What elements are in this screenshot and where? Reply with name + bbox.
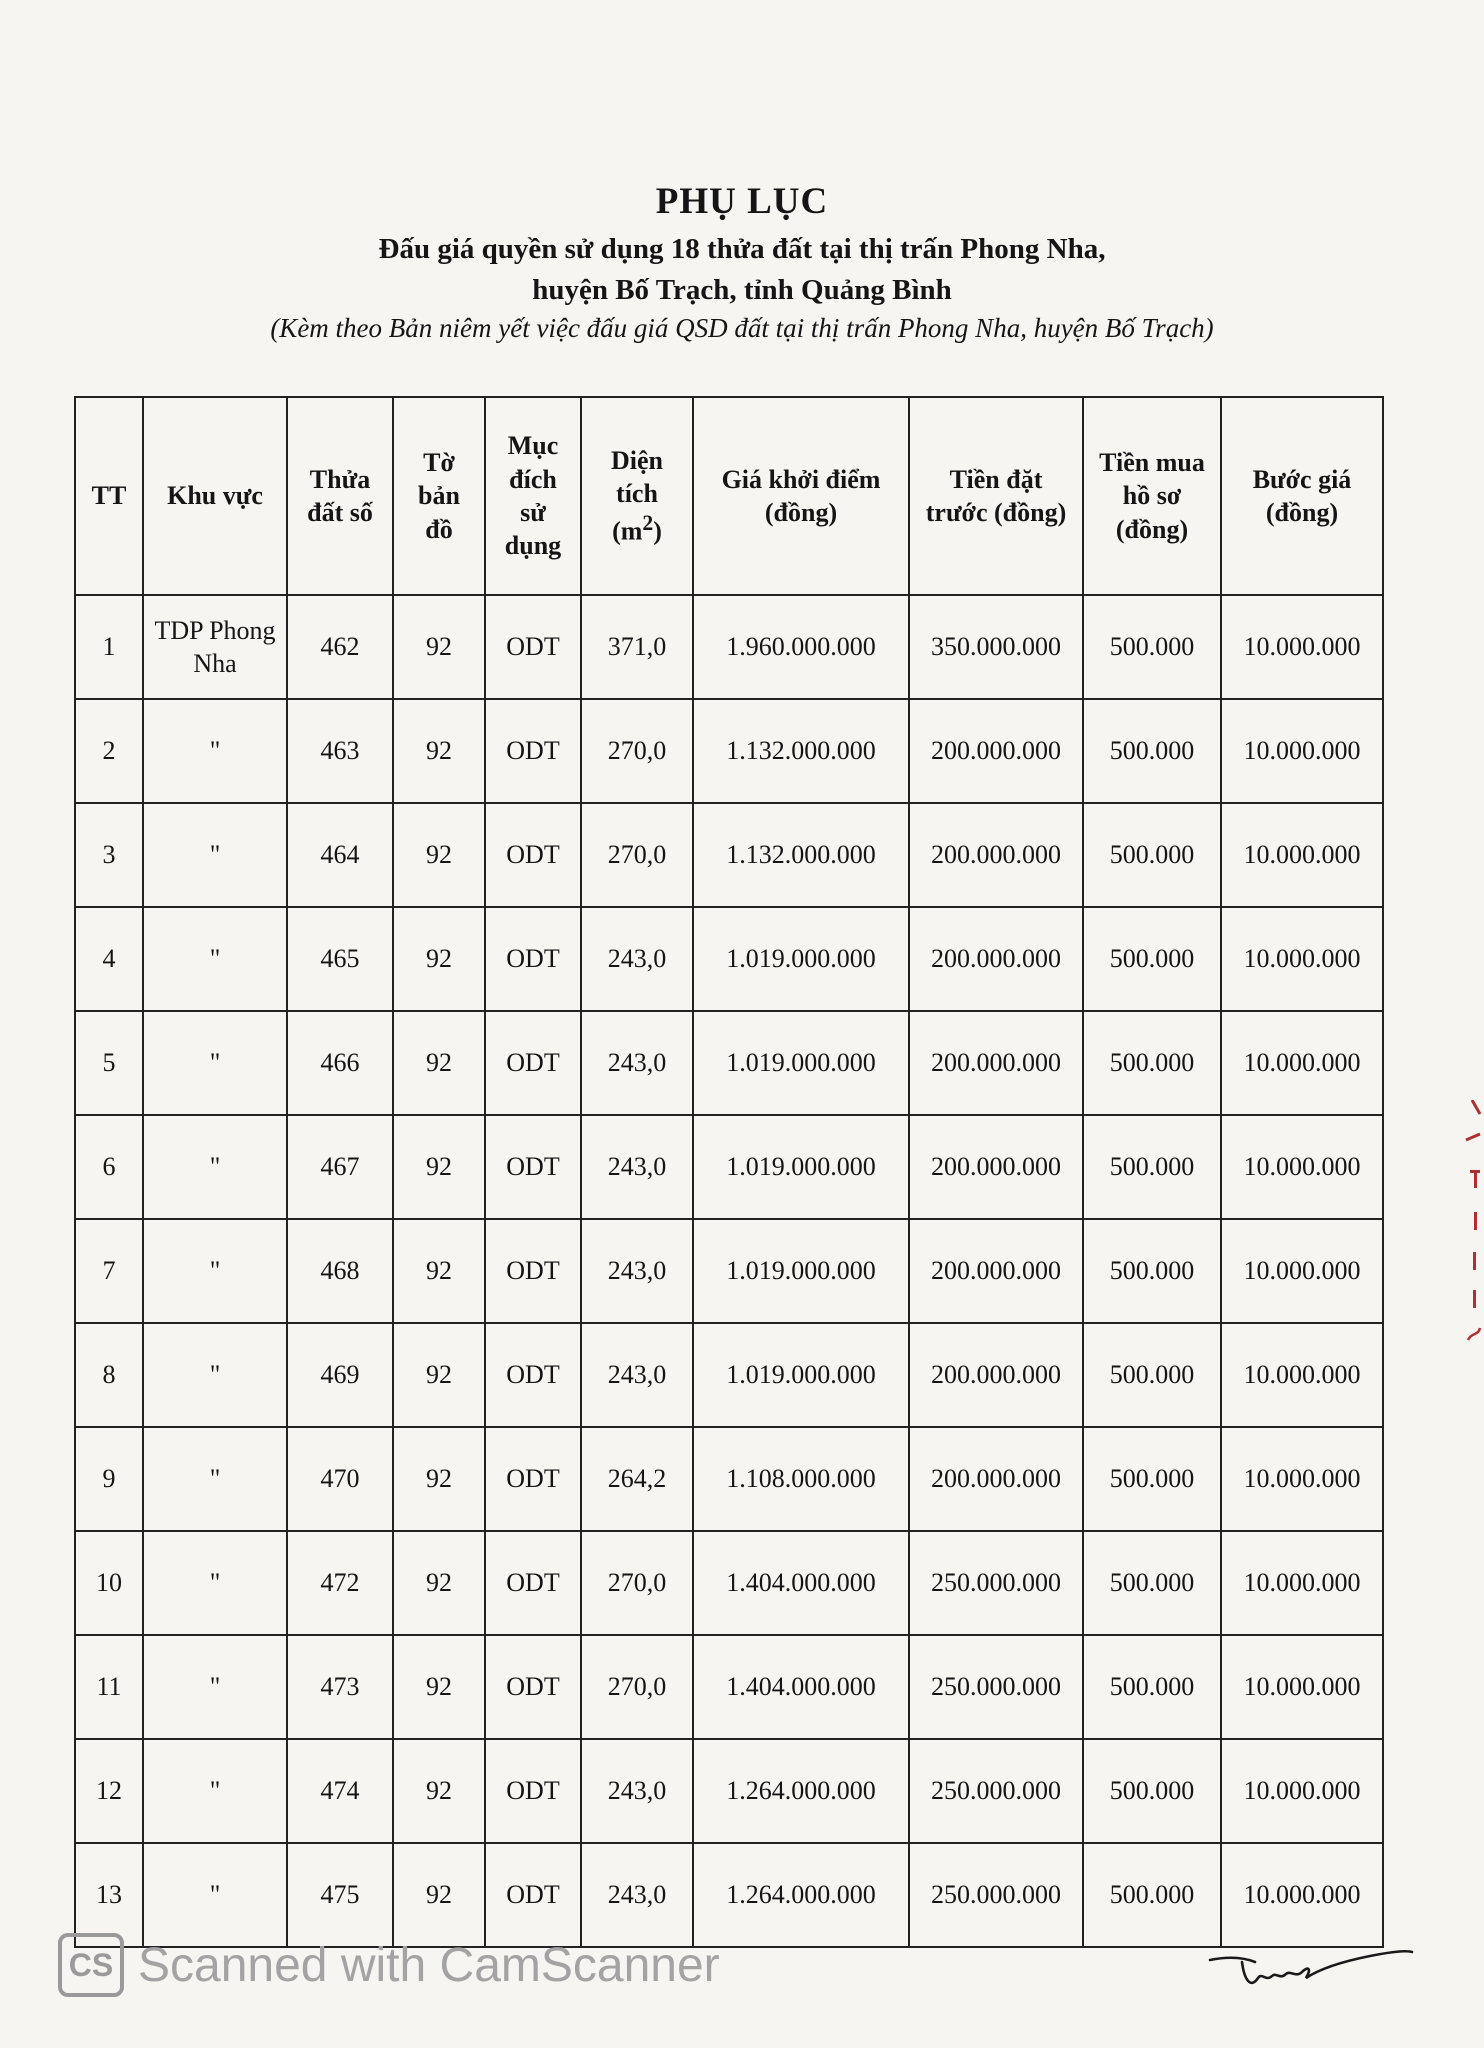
cell-to-ban-do: 92 [393,1635,485,1739]
cell-tien-mua-ho-so: 500.000 [1083,595,1221,699]
cell-tt: 1 [75,595,143,699]
cell-khu-vuc: TDP Phong Nha [143,595,287,699]
document-subtitle-line1: Đấu giá quyền sử dụng 18 thửa đất tại thị trấn Phong Nha, [378,233,1106,265]
table-body [75,595,1383,1947]
cell-tien-dat-truoc: 250.000.000 [909,1635,1083,1739]
cell-thua-dat: 462 [287,595,393,699]
cell-khu-vuc: " [143,1427,287,1531]
cell-to-ban-do: 92 [393,1011,485,1115]
table-row [75,699,1383,803]
cell-muc-dich: ODT [485,699,581,803]
cell-tt: 4 [75,907,143,1011]
cell-muc-dich: ODT [485,1427,581,1531]
cell-tien-mua-ho-so: 500.000 [1083,1115,1221,1219]
cell-to-ban-do: 92 [393,907,485,1011]
cell-tien-dat-truoc: 250.000.000 [909,1739,1083,1843]
cell-gia-khoi-diem: 1.264.000.000 [693,1843,909,1947]
cell-dien-tich: 243,0 [581,1323,693,1427]
cell-tien-mua-ho-so: 500.000 [1083,803,1221,907]
table-row [75,907,1383,1011]
camscanner-logo-icon: CS [58,1933,124,1997]
header-tt: TT [75,397,143,595]
cell-gia-khoi-diem: 1.108.000.000 [693,1427,909,1531]
cell-buoc-gia: 10.000.000 [1221,1843,1383,1947]
cell-gia-khoi-diem: 1.019.000.000 [693,1011,909,1115]
cell-buoc-gia: 10.000.000 [1221,803,1383,907]
cell-to-ban-do: 92 [393,1843,485,1947]
handwritten-signature-icon [1200,1938,1420,2008]
cell-thua-dat: 467 [287,1115,393,1219]
document-note: (Kèm theo Bản niêm yết việc đấu giá QSD đất tại thị trấn Phong Nha, huyện Bố Trạch) [270,313,1214,343]
cell-dien-tich: 243,0 [581,1219,693,1323]
header-tien-mua-ho-so: Tiền mua hồ sơ (đồng) [1083,397,1221,595]
cell-tt: 6 [75,1115,143,1219]
cell-thua-dat: 465 [287,907,393,1011]
document-subtitle-line2: huyện Bố Trạch, tỉnh Quảng Bình [532,274,952,306]
cell-dien-tich: 371,0 [581,595,693,699]
cell-khu-vuc: " [143,699,287,803]
cell-tt: 8 [75,1323,143,1427]
cell-muc-dich: ODT [485,1635,581,1739]
cell-thua-dat: 463 [287,699,393,803]
cell-dien-tich: 243,0 [581,1739,693,1843]
cell-buoc-gia: 10.000.000 [1221,1531,1383,1635]
cell-tt: 10 [75,1531,143,1635]
table-row [75,1427,1383,1531]
cell-tien-dat-truoc: 200.000.000 [909,803,1083,907]
cell-to-ban-do: 92 [393,1531,485,1635]
cell-to-ban-do: 92 [393,699,485,803]
cell-thua-dat: 468 [287,1219,393,1323]
header-khu-vuc: Khu vực [143,397,287,595]
cell-to-ban-do: 92 [393,1739,485,1843]
cell-khu-vuc: " [143,1531,287,1635]
cell-tien-dat-truoc: 200.000.000 [909,1115,1083,1219]
cell-khu-vuc: " [143,1739,287,1843]
table-header-row [75,397,1383,595]
cell-tt: 3 [75,803,143,907]
header-gia-khoi-diem: Giá khởi điểm (đồng) [693,397,909,595]
cell-thua-dat: 475 [287,1843,393,1947]
cell-buoc-gia: 10.000.000 [1221,1427,1383,1531]
table-row [75,1635,1383,1739]
cell-muc-dich: ODT [485,1531,581,1635]
table-row [75,1219,1383,1323]
table-row [75,1531,1383,1635]
cell-buoc-gia: 10.000.000 [1221,1115,1383,1219]
cell-to-ban-do: 92 [393,803,485,907]
cell-dien-tich: 270,0 [581,803,693,907]
cell-tien-mua-ho-so: 500.000 [1083,1635,1221,1739]
table-row [75,595,1383,699]
cell-tien-dat-truoc: 200.000.000 [909,1427,1083,1531]
cell-khu-vuc: " [143,1843,287,1947]
cell-muc-dich: ODT [485,1843,581,1947]
cell-tien-mua-ho-so: 500.000 [1083,907,1221,1011]
cell-buoc-gia: 10.000.000 [1221,1635,1383,1739]
cell-tt: 11 [75,1635,143,1739]
table-row [75,1323,1383,1427]
cell-tt: 12 [75,1739,143,1843]
cell-tien-mua-ho-so: 500.000 [1083,1323,1221,1427]
cell-khu-vuc: " [143,907,287,1011]
cell-dien-tich: 264,2 [581,1427,693,1531]
cell-dien-tich: 270,0 [581,699,693,803]
cell-thua-dat: 466 [287,1011,393,1115]
cell-muc-dich: ODT [485,1323,581,1427]
cell-thua-dat: 464 [287,803,393,907]
table-row [75,803,1383,907]
cell-tt: 5 [75,1011,143,1115]
cell-khu-vuc: " [143,1011,287,1115]
cell-tien-dat-truoc: 200.000.000 [909,699,1083,803]
cell-tien-mua-ho-so: 500.000 [1083,1531,1221,1635]
cell-thua-dat: 469 [287,1323,393,1427]
cell-gia-khoi-diem: 1.132.000.000 [693,803,909,907]
cell-tt: 9 [75,1427,143,1531]
cell-gia-khoi-diem: 1.019.000.000 [693,1323,909,1427]
cell-gia-khoi-diem: 1.264.000.000 [693,1739,909,1843]
cell-tien-mua-ho-so: 500.000 [1083,699,1221,803]
cell-tien-dat-truoc: 200.000.000 [909,1011,1083,1115]
cell-khu-vuc: " [143,1219,287,1323]
cell-dien-tich: 243,0 [581,1843,693,1947]
cell-buoc-gia: 10.000.000 [1221,1011,1383,1115]
cell-dien-tich: 243,0 [581,1115,693,1219]
auction-table [74,396,1384,1948]
cell-gia-khoi-diem: 1.019.000.000 [693,1115,909,1219]
cell-thua-dat: 474 [287,1739,393,1843]
cell-dien-tich: 243,0 [581,1011,693,1115]
cell-to-ban-do: 92 [393,1323,485,1427]
cell-tt: 13 [75,1843,143,1947]
cell-muc-dich: ODT [485,1115,581,1219]
cell-muc-dich: ODT [485,595,581,699]
cell-dien-tich: 270,0 [581,1531,693,1635]
cell-buoc-gia: 10.000.000 [1221,595,1383,699]
cell-tien-mua-ho-so: 500.000 [1083,1011,1221,1115]
cell-tt: 2 [75,699,143,803]
cell-thua-dat: 470 [287,1427,393,1531]
cell-gia-khoi-diem: 1.404.000.000 [693,1531,909,1635]
table-row [75,1115,1383,1219]
cell-thua-dat: 473 [287,1635,393,1739]
cell-buoc-gia: 10.000.000 [1221,1739,1383,1843]
cell-muc-dich: ODT [485,907,581,1011]
cell-tien-dat-truoc: 200.000.000 [909,1323,1083,1427]
header-tien-dat-truoc: Tiền đặt trước (đồng) [909,397,1083,595]
table-row [75,1011,1383,1115]
cell-buoc-gia: 10.000.000 [1221,1219,1383,1323]
cell-to-ban-do: 92 [393,595,485,699]
cell-tien-dat-truoc: 200.000.000 [909,907,1083,1011]
table-row [75,1739,1383,1843]
cell-buoc-gia: 10.000.000 [1221,907,1383,1011]
header-muc-dich: Mục đích sử dụng [485,397,581,595]
camscanner-watermark [58,1930,720,2000]
header-dien-tich: Diện tích $(m^2)$ [581,397,693,595]
cell-thua-dat: 472 [287,1531,393,1635]
cell-tien-mua-ho-so: 500.000 [1083,1219,1221,1323]
cell-buoc-gia: 10.000.000 [1221,1323,1383,1427]
stamp-fragment-icon [1462,1100,1484,1360]
header-thua-dat: Thửa đất số [287,397,393,595]
cell-khu-vuc: " [143,803,287,907]
cell-muc-dich: ODT [485,1739,581,1843]
cell-khu-vuc: " [143,1635,287,1739]
cell-to-ban-do: 92 [393,1427,485,1531]
cell-gia-khoi-diem: 1.960.000.000 [693,595,909,699]
cell-tien-mua-ho-so: 500.000 [1083,1843,1221,1947]
header-to-ban-do: Tờ bản đồ [393,397,485,595]
cell-dien-tich: 243,0 [581,907,693,1011]
cell-tt: 7 [75,1219,143,1323]
cell-muc-dich: ODT [485,1219,581,1323]
cell-tien-dat-truoc: 250.000.000 [909,1843,1083,1947]
cell-khu-vuc: " [143,1115,287,1219]
cell-buoc-gia: 10.000.000 [1221,699,1383,803]
cell-tien-mua-ho-so: 500.000 [1083,1739,1221,1843]
cell-dien-tich: 270,0 [581,1635,693,1739]
cell-tien-mua-ho-so: 500.000 [1083,1427,1221,1531]
cell-muc-dich: ODT [485,1011,581,1115]
cell-to-ban-do: 92 [393,1115,485,1219]
cell-gia-khoi-diem: 1.019.000.000 [693,907,909,1011]
cell-to-ban-do: 92 [393,1219,485,1323]
document-title: PHỤ LỤC [655,181,829,222]
cell-gia-khoi-diem: 1.404.000.000 [693,1635,909,1739]
cell-muc-dich: ODT [485,803,581,907]
cell-tien-dat-truoc: 250.000.000 [909,1531,1083,1635]
cell-tien-dat-truoc: 200.000.000 [909,1219,1083,1323]
cell-gia-khoi-diem: 1.132.000.000 [693,699,909,803]
cell-tien-dat-truoc: 350.000.000 [909,595,1083,699]
cell-khu-vuc: " [143,1323,287,1427]
cell-gia-khoi-diem: 1.019.000.000 [693,1219,909,1323]
header-buoc-gia: Bước giá (đồng) [1221,397,1383,595]
camscanner-text: Scanned with CamScanner [138,1938,720,1992]
